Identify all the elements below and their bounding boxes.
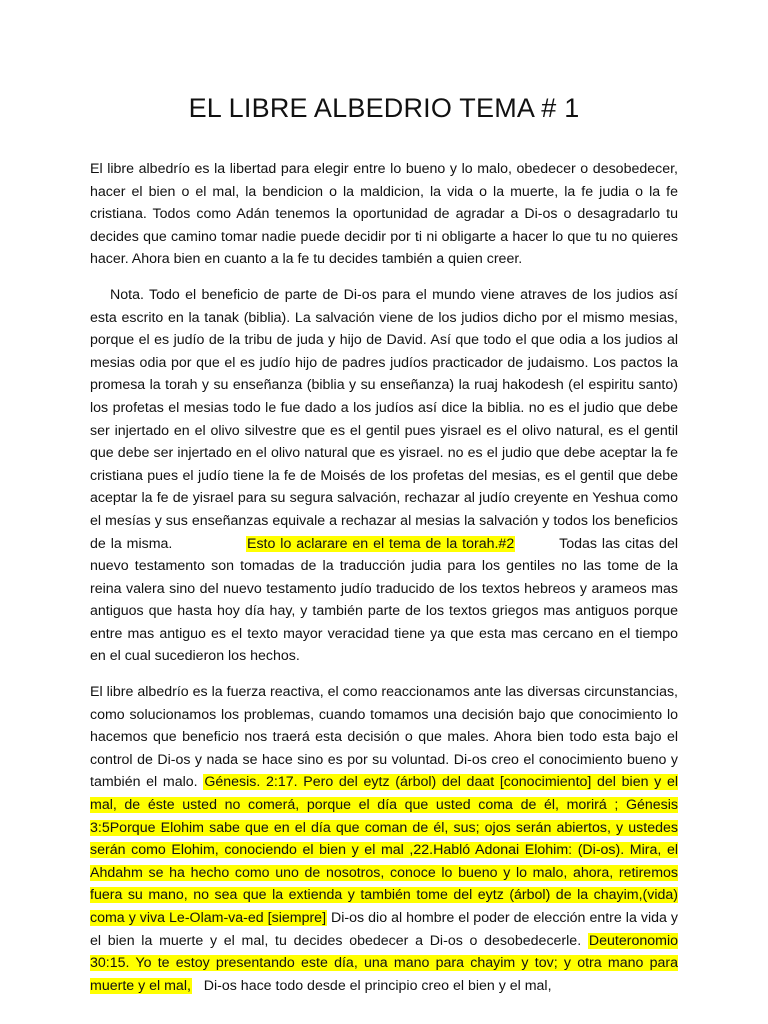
paragraph-intro: El libre albedrío es la libertad para elegir entre lo bueno y lo malo, obedecer o desobedecer, hacer el bien o el mal, la bendicion o la maldicion, la vida o la muerte, la fe judia o la fe cristiana. Todos como Adán tenemos la oportunidad de agradar a Di-os o desagradarlo tu decides que camino tomar nadie puede decidir por ti ni obligarte a hacer lo que tu no quieres hacer. Ahora bien en cuanto a la fe tu decides también a quien creer. bbox=[90, 161, 678, 268]
note-citations-text: Todas las citas del nuevo testamento son tomadas de la traducción judia para los gentiles no las tome de la reina valera sino del nuevo testamento judío traducido de los textos hebreos y arameos mas antiguos que hasta hoy día hay, y también parte de los textos griegos mas antiguos porque entre mas antiguo es el texto mayor veracidad tiene ya que esta mas cercano en el tiempo en el cual sucedieron los hechos. bbox=[90, 535, 678, 665]
document-title: EL LIBRE ALBEDRIO TEMA # 1 bbox=[188, 93, 580, 123]
choice-text: Di-os dio al hombre el poder de elección entre la vida y el bien la muerte y el mal, tu decides obedecer a Di-os o desobedecerle. bbox=[90, 910, 678, 949]
reactive-force-text: El libre albedrío es la fuerza reactiva, el como reaccionamos ante las diversas circunstancias, como solucionamos los problemas, cuando tomamos una decisión bajo que conocimiento lo hacemos que beneficio nos traerá esta decisión o que males. Ahora bien todo esta bajo el control de Di-os y nada se hace sino es por su voluntad. Di-os creo el conocimiento bueno y también el malo. bbox=[90, 684, 678, 791]
highlight-torah-note: Esto lo aclarare en el tema de la torah.#2 bbox=[247, 535, 515, 552]
paragraph-reactive-force bbox=[90, 681, 678, 997]
highlight-genesis-quote: Génesis. 2:17. Pero del eytz (árbol) del daat [conocimiento] del bien y el mal, de éste usted no comerá, porque el día que usted coma de él, morirá ; Génesis 3:5Porque Elohim sabe que en el día que coman de él, sus; ojos serán abiertos, y ustedes serán como Elohim, conociendo el bien y el mal ,22.Habló Adonai Elohim: (Di-os). Mira, el Ahdahm se ha hecho como uno de nosotros, conoce lo bueno y lo malo, ahora, retiremos fuera su mano, no sea que la extienda y también tome del eytz (árbol) de la chayim,(vida) coma y viva Le-Olam-va-ed [siempre] bbox=[90, 774, 679, 926]
closing-text: Di-os hace todo desde el principio creo el bien y el mal, bbox=[203, 977, 552, 994]
note-text: Nota. Todo el beneficio de parte de Di-os para el mundo viene atraves de los judios así esta escrito en la tanak (biblia). La salvación viene de los judios dicho por el mismo mesias, porque el es judío de la tribu de juda y hijo de David. Así que todo el que odia a los judios al mesias odia por que el es judío hijo de padres judíos practicador de judaismo. Los pactos la promesa la torah y su enseñanza (biblia y su enseñanza) la ruaj hakodesh (el espiritu santo) los profetas el mesias todo le fue dado a los judíos así dice la biblia. no es el judio que debe ser injertado en el olivo silvestre que es el gentil pues yisrael es el olivo natural, es el gentil que debe ser injertado en el olivo natural que es yisrael. no es el judio que debe aceptar la fe cristiana pues el judío tiene la fe de Moisés de los profetas del mesias, es el gentil que debe aceptar la fe de yisrael para su segura salvación, rechazar al judío creyente en Yeshua como el mesías y sus enseñanzas equivale a rechazar al mesias la salvación y todos los beneficios de la misma. bbox=[90, 286, 678, 552]
highlight-deuteronomy-quote: Deuteronomio 30:15. Yo te estoy presentando este día, una mano para chayim y tov; y otra mano para muerte y el mal, bbox=[90, 932, 678, 994]
paragraph-note bbox=[90, 284, 678, 668]
